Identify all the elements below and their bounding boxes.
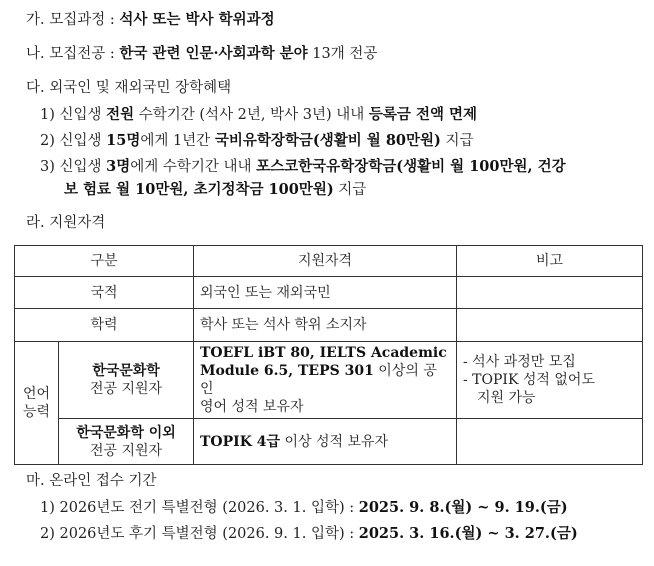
- item-bold: 15명: [106, 132, 141, 149]
- qual-bold: Module 6.5, TEPS 301: [200, 363, 374, 379]
- item-text: 에게 수학기간 내내: [130, 159, 257, 175]
- table-row: [15, 342, 643, 419]
- item-bold: 보 험료 월 10만원, 초기정착금 100만원): [64, 181, 334, 198]
- section-marker: 라.: [26, 215, 45, 231]
- section-marker: 나.: [26, 46, 45, 62]
- remarks-korean-studies: [457, 342, 643, 419]
- section-na: [26, 44, 377, 64]
- section-ra: [26, 213, 105, 233]
- section-marker: 다.: [26, 80, 45, 96]
- row-label-education: 학력: [15, 309, 194, 342]
- section-marker: 가.: [26, 12, 45, 28]
- item-bold: 국비유학장학금(생활비 월 80만원): [214, 132, 441, 149]
- category-bold: 한국문화학 이외: [76, 424, 176, 441]
- qual-korean-studies: [194, 342, 457, 419]
- table-row: [15, 309, 643, 342]
- period-date: 2025. 9. 8.(월) ~ 9. 19.(금): [358, 499, 568, 516]
- language-label-line: 언어: [22, 386, 51, 402]
- section-title: 지원자격: [49, 215, 106, 231]
- row-label-language: [15, 342, 59, 465]
- item-number: 2): [40, 526, 55, 542]
- header-remarks: 비고: [457, 246, 643, 277]
- benefit-item-2: [40, 131, 474, 151]
- qual-bold: TOPIK 4급: [200, 433, 280, 450]
- remark-line: 지원 가능: [477, 390, 536, 406]
- qual-text: 이상 성적 보유자: [280, 433, 389, 450]
- section-suffix: 13개 전공: [312, 46, 378, 62]
- period-item-2: [40, 524, 578, 544]
- remarks-empty: [457, 419, 643, 465]
- section-marker: 마.: [26, 473, 45, 489]
- remarks-empty: [457, 277, 643, 309]
- section-label: 모집과정 :: [49, 12, 115, 28]
- period-date: 2025. 3. 16.(월) ~ 3. 27.(금): [358, 525, 578, 542]
- benefit-item-1: [40, 105, 477, 125]
- item-text: 신입생: [59, 133, 107, 149]
- qual-other: [194, 419, 457, 465]
- item-bold: 포스코한국유학장학금(생활비 월 100만원, 건강: [256, 158, 566, 175]
- benefit-item-3-continued: [64, 180, 366, 200]
- qual-nationality: 외국인 또는 재외국민: [194, 277, 457, 309]
- table-row: [15, 277, 643, 309]
- item-text: 지급: [333, 182, 367, 198]
- item-text: 2026년도 전기 특별전형 (2026. 3. 1. 입학) :: [59, 500, 355, 516]
- remarks-empty: [457, 309, 643, 342]
- item-text: 2026년도 후기 특별전형 (2026. 9. 1. 입학) :: [59, 526, 355, 542]
- item-text: 신입생: [59, 107, 107, 123]
- section-value: 한국 관련 인문·사회과학 분야: [119, 45, 308, 62]
- item-text: 수학기간 (석사 2년, 박사 3년) 내내: [134, 107, 369, 123]
- item-number: 2): [40, 133, 55, 149]
- category-korean-studies: [59, 342, 194, 419]
- item-number: 3): [40, 159, 55, 175]
- category-bold: 한국문화학: [92, 363, 160, 379]
- item-bold: 3명: [106, 158, 131, 175]
- section-ma: [26, 471, 157, 491]
- qual-text: 영어 성적 보유자: [200, 399, 304, 415]
- qual-text: 이상의 공인: [200, 363, 437, 397]
- item-bold: 등록금 전액 면제: [368, 106, 478, 123]
- category-other: [59, 419, 194, 465]
- item-text: 지급: [440, 133, 474, 149]
- section-title: 온라인 접수 기간: [49, 473, 157, 489]
- remark-line: - 석사 과정만 모집: [463, 354, 576, 370]
- table-row: [15, 419, 643, 465]
- qual-education: 학사 또는 석사 학위 소지자: [194, 309, 457, 342]
- category-text: 전공 지원자: [89, 381, 163, 397]
- category-text: 전공 지원자: [89, 442, 163, 459]
- item-bold: 전원: [106, 106, 135, 123]
- header-category: 구분: [15, 246, 194, 277]
- section-title: 외국인 및 재외국민 장학혜택: [49, 80, 232, 96]
- item-number: 1): [40, 500, 55, 516]
- section-label: 모집전공 :: [49, 46, 115, 62]
- remark-line: - TOPIK 성적 없어도: [463, 372, 595, 388]
- period-item-1: [40, 498, 568, 518]
- qual-bold: TOEFL iBT 80, IELTS Academic: [200, 345, 447, 361]
- table-header-row: [15, 246, 643, 277]
- item-text: 에게 1년간: [140, 133, 215, 149]
- item-number: 1): [40, 107, 55, 123]
- section-ga: [26, 10, 275, 30]
- eligibility-table: [14, 245, 643, 465]
- header-qualification: 지원자격: [194, 246, 457, 277]
- item-text: 신입생: [59, 159, 107, 175]
- language-label-line: 능력: [22, 404, 51, 420]
- row-label-nationality: 국적: [15, 277, 194, 309]
- section-value: 석사 또는 박사 학위과정: [119, 11, 275, 28]
- benefit-item-3: [40, 157, 566, 177]
- section-da: [26, 78, 231, 98]
